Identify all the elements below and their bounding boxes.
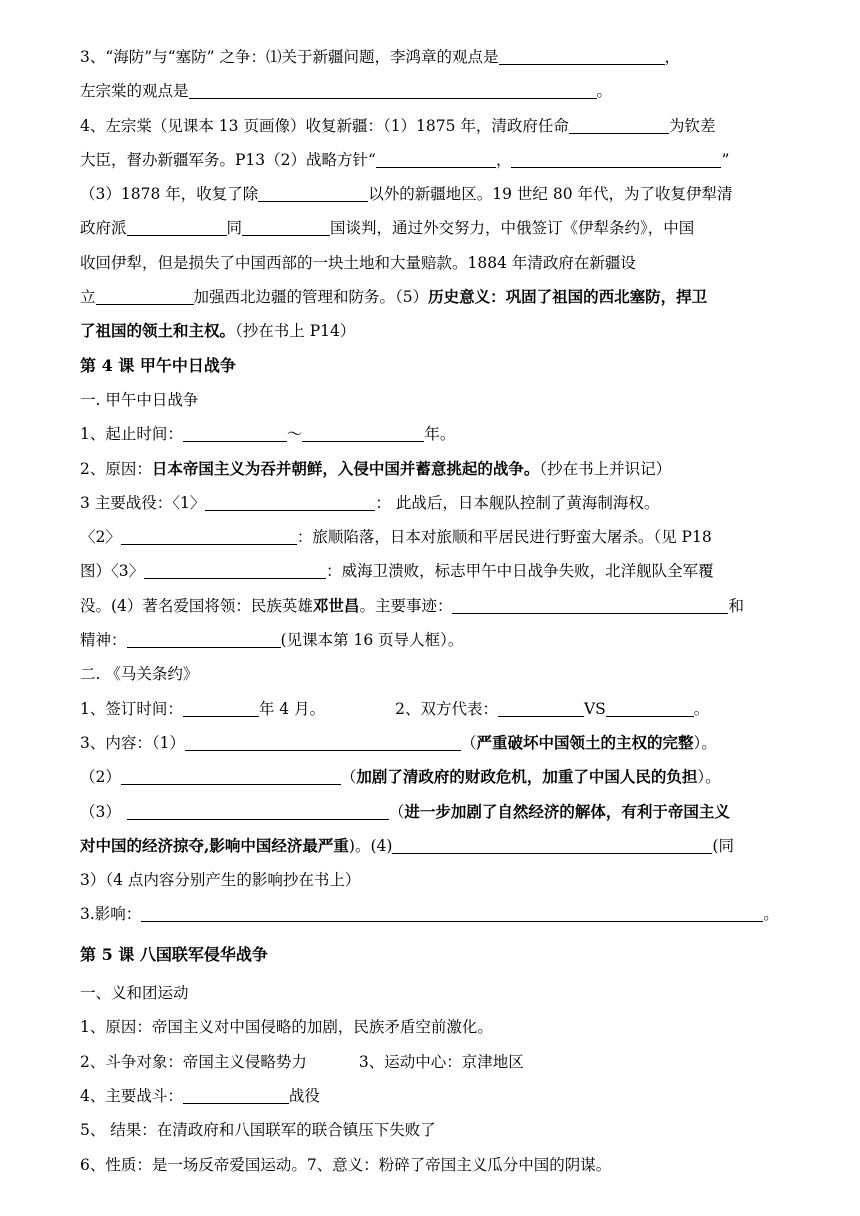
- text: 2、斗争对象：帝国主义侵略势力: [80, 1052, 307, 1071]
- text: )。(4): [348, 836, 393, 855]
- item-3-haifang-saifang: [80, 40, 780, 74]
- text: 一. 甲午中日战争: [80, 390, 199, 409]
- text: ”: [721, 150, 730, 169]
- deng-shichang-line: [80, 589, 780, 623]
- content-note-line: [80, 863, 780, 897]
- negotiation-line: [80, 211, 780, 245]
- battle-2-line: [80, 520, 780, 554]
- war-duration-line: [80, 417, 780, 451]
- text: VS: [583, 699, 606, 718]
- text: 4、主要战斗：: [80, 1086, 183, 1105]
- text: ～: [286, 425, 303, 444]
- answer-blank[interactable]: [205, 492, 375, 511]
- war-cause-line: [80, 452, 780, 486]
- text: 3、运动中心：京津地区: [358, 1052, 524, 1071]
- bold-text: 对中国的经济掠夺,影响中国经济最严重: [80, 835, 349, 855]
- answer-blank[interactable]: [183, 423, 287, 442]
- text: （抄在书上并识记）: [539, 459, 672, 478]
- bold-text: 日本帝国主义为吞并朝鲜，入侵中国并蓄意挑起的战争。: [151, 458, 540, 478]
- text: 6、性质：是一场反帝爱国运动。7、意义：粉碎了帝国主义瓜分中国的阴谋。: [80, 1155, 612, 1174]
- heading-text: 第 5 课 八国联军侵华战争: [80, 944, 268, 964]
- text: 精神：: [80, 631, 127, 650]
- text: ，: [664, 48, 681, 66]
- worksheet-page: [80, 40, 780, 1182]
- ili-treaty-line: [80, 246, 780, 280]
- bold-text: 进一步加剧了自然经济的解体，有利于帝国主义: [404, 801, 730, 821]
- text: ：旅顺陷落，日本对旅顺和平居民进行野蛮大屠杀。（见 P18: [296, 528, 712, 547]
- text: 左宗棠的观点是: [80, 82, 189, 101]
- text: 2、双方代表：: [395, 699, 498, 718]
- text: 3）（4 点内容分别产生的影响抄在书上）: [80, 871, 361, 890]
- text: 5、 结果：在清政府和八国联军的联合镇压下失败了: [80, 1121, 436, 1140]
- spirit-line: [80, 623, 780, 657]
- text: （抄在书上 P14）: [235, 322, 356, 341]
- answer-blank[interactable]: [242, 217, 330, 236]
- province-line: [80, 280, 780, 314]
- answer-blank[interactable]: [127, 217, 227, 236]
- text: (见课本第 16 页导人框）。: [280, 631, 464, 650]
- text: 3 主要战役：〈1〉: [80, 493, 206, 512]
- battle-3-line: [80, 554, 780, 588]
- answer-blank[interactable]: [498, 698, 584, 717]
- text: 。: [693, 699, 710, 718]
- text: ： 此战后，日本舰队控制了黄海制海权。: [375, 493, 660, 512]
- text: ）。: [697, 768, 721, 787]
- text: 政府派: [80, 219, 127, 238]
- text: 1、起止时间：: [80, 425, 183, 444]
- text: （3）: [80, 802, 121, 821]
- text: 一、义和团运动: [80, 984, 189, 1003]
- lesson-4-title: [80, 349, 780, 383]
- text: ：威海卫溃败，标志甲午中日战争失败，北洋舰队全军覆: [326, 562, 714, 581]
- text: （: [340, 768, 357, 787]
- text: 。: [763, 905, 779, 924]
- answer-blank[interactable]: [144, 560, 326, 579]
- answer-blank[interactable]: [392, 835, 712, 854]
- significance-text: 历史意义：巩固了祖国的西北塞防，捍卫: [428, 287, 708, 307]
- text: 以外的新疆地区。19 世纪 80 年代，为了收复伊犁清: [368, 185, 733, 204]
- answer-blank[interactable]: [302, 423, 424, 442]
- item-4-recover-xinjiang: [80, 109, 780, 143]
- content-4-line: [80, 829, 780, 863]
- text: 。: [596, 82, 613, 101]
- answer-blank[interactable]: [127, 629, 281, 648]
- answer-blank[interactable]: [606, 698, 694, 717]
- text: 收回伊犁，但是损失了中国西部的一块土地和大量赔款。1884 年清政府在新疆设: [80, 253, 636, 272]
- text: 1、原因：帝国主义对中国侵略的加剧，民族矛盾空前激化。: [80, 1018, 493, 1037]
- answer-blank[interactable]: [258, 183, 368, 202]
- text: 3、“海防”与“塞防” 之争：⑴关于新疆问题，李鸿章的观点是: [80, 48, 499, 66]
- battle-1-line: [80, 486, 780, 520]
- answer-blank[interactable]: [189, 80, 597, 99]
- text: 和: [728, 596, 744, 615]
- boxer-battle-line: [80, 1079, 780, 1113]
- text: 。主要事迹：: [359, 596, 453, 615]
- answer-blank[interactable]: [185, 732, 461, 751]
- text: 年。: [424, 425, 456, 444]
- text: （: [388, 802, 405, 821]
- impact-line: [80, 897, 780, 931]
- text: 二. 《马关条约》: [80, 665, 199, 684]
- text: 为钦差: [668, 116, 716, 135]
- text: ，: [495, 150, 512, 169]
- content-3-line: [80, 795, 780, 829]
- answer-blank[interactable]: [141, 903, 763, 922]
- answer-blank[interactable]: [121, 526, 297, 545]
- text: 2、原因：: [80, 459, 152, 478]
- answer-blank[interactable]: [569, 115, 669, 134]
- boxer-nature-line: [80, 1148, 780, 1182]
- boxer-cause-line: [80, 1010, 780, 1044]
- answer-blank[interactable]: [183, 698, 259, 717]
- text: 同: [226, 219, 243, 238]
- bold-text: 邓世昌: [312, 595, 360, 615]
- text: ）。: [693, 733, 717, 752]
- significance-text: 了祖国的领土和主权。: [80, 321, 236, 341]
- lesson-5-title: [80, 938, 780, 972]
- text: 战役: [288, 1086, 320, 1105]
- answer-blank[interactable]: [96, 286, 194, 305]
- heading-text: 第 4 课 甲午中日战争: [80, 355, 236, 375]
- text: 年 4 月。: [258, 699, 326, 718]
- answer-blank[interactable]: [127, 801, 389, 820]
- answer-blank[interactable]: [183, 1085, 289, 1104]
- answer-blank[interactable]: [121, 766, 341, 785]
- section-2-title: [80, 657, 780, 691]
- boxer-result-line: [80, 1113, 780, 1147]
- text: 1、签订时间：: [80, 699, 183, 718]
- content-1-line: [80, 726, 780, 760]
- text: 3、内容：（1）: [80, 733, 185, 752]
- boxer-movement-title: [80, 976, 780, 1010]
- text: 3.影响：: [80, 905, 142, 924]
- treaty-time-line: [80, 692, 780, 726]
- text: 没。(4）著名爱国将领：民族英雄: [80, 596, 313, 615]
- answer-blank[interactable]: [499, 46, 665, 65]
- text: (同: [712, 836, 734, 855]
- text: 图）〈3〉: [80, 562, 145, 581]
- answer-blank[interactable]: [452, 595, 728, 614]
- content-2-line: [80, 760, 780, 794]
- text: 〈2〉: [80, 528, 121, 547]
- significance-line: [80, 314, 780, 348]
- text: 4、左宗棠（见课本 13 页画像）收复新疆：（1）1875 年，清政府任命: [80, 116, 569, 135]
- text: （2）: [80, 768, 121, 787]
- bold-text: 加剧了清政府的财政危机，加重了中国人民的负担: [356, 767, 698, 787]
- recovery-1878-line: [80, 177, 780, 211]
- strategy-line: [80, 143, 780, 177]
- bold-text: 严重破坏中国领土的主权的完整: [476, 732, 694, 752]
- text: 加强西北边疆的管理和防务。（5）: [193, 288, 429, 307]
- zuo-zongtang-view: [80, 74, 780, 108]
- section-1-title: [80, 383, 780, 417]
- text: （: [460, 733, 477, 752]
- answer-blank[interactable]: [376, 149, 496, 168]
- text: 国谈判，通过外交努力，中俄签订《伊犁条约》，中国: [330, 219, 695, 238]
- answer-blank[interactable]: [511, 149, 721, 168]
- text: 大臣，督办新疆军务。P13（2）战略方针“: [80, 150, 376, 169]
- text: （3）1878 年，收复了除: [80, 185, 259, 204]
- text: 立: [80, 288, 96, 307]
- boxer-target-line: [80, 1045, 780, 1079]
